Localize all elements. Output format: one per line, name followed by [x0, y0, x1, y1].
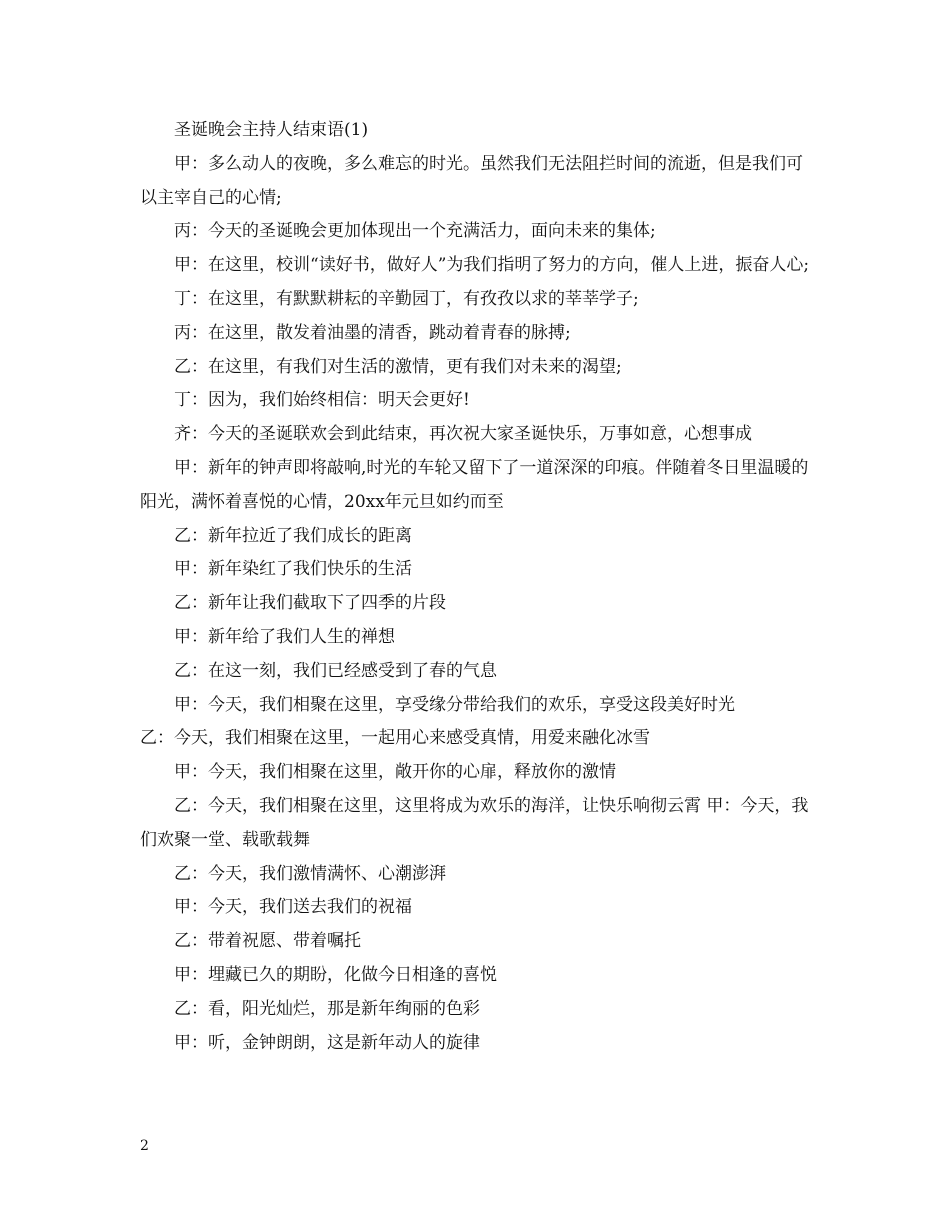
paragraph: 乙：在这里，有我们对生活的激情，更有我们对未来的渴望;: [174, 356, 622, 377]
paragraph: 丙：在这里，散发着油墨的清香，跳动着青春的脉搏;: [174, 322, 571, 343]
paragraph: 乙：看，阳光灿烂，那是新年绚丽的色彩: [174, 998, 480, 1019]
paragraph: 乙：今天，我们激情满怀、心潮澎湃: [174, 863, 446, 884]
paragraph: 乙：在这一刻，我们已经感受到了春的气息: [174, 660, 497, 681]
paragraph: 甲：今天，我们相聚在这里，享受缘分带给我们的欢乐，享受这段美好时光: [174, 694, 735, 715]
paragraph: 丁：在这里，有默默耕耘的辛勤园丁，有孜孜以求的莘莘学子;: [174, 288, 639, 309]
paragraph: 甲：新年给了我们人生的禅想: [174, 626, 395, 647]
paragraph: 甲：今天，我们送去我们的祝福: [174, 897, 412, 918]
paragraph: 甲：多么动人的夜晚，多么难忘的时光。虽然我们无法阻拦时间的流逝，但是我们可以主宰自己的心情;: [140, 153, 803, 208]
paragraph-list: [140, 148, 815, 1061]
paragraph: 丙：今天的圣诞晚会更加体现出一个充满活力，面向未来的集体;: [174, 221, 656, 242]
document-title: 圣诞晚会主持人结束语(1): [174, 120, 369, 140]
paragraph: 乙：今天，我们相聚在这里，一起用心来感受真情，用爱来融化冰雪: [140, 728, 650, 749]
paragraph: 乙：新年拉近了我们成长的距离: [174, 525, 412, 546]
paragraph: 乙：今天，我们相聚在这里，这里将成为欢乐的海洋，让快乐响彻云霄 甲：今天，我们欢聚一堂、载歌载舞: [140, 795, 809, 850]
document-body: [140, 114, 815, 1060]
paragraph: 甲：新年染红了我们快乐的生活: [174, 559, 412, 580]
paragraph: 甲：今天，我们相聚在这里，敞开你的心扉，释放你的激情: [174, 762, 616, 783]
paragraph: 甲：听，金钟朗朗，这是新年动人的旋律: [174, 1032, 480, 1053]
paragraph: 甲：埋藏已久的期盼，化做今日相逢的喜悦: [174, 964, 497, 985]
paragraph: 乙：带着祝愿、带着嘱托: [174, 931, 361, 952]
paragraph: 乙：新年让我们截取下了四季的片段: [174, 593, 446, 614]
paragraph: 齐：今天的圣诞联欢会到此结束，再次祝大家圣诞快乐，万事如意，心想事成: [174, 424, 752, 445]
page-number: 2: [140, 1138, 149, 1154]
paragraph: 丁：因为，我们始终相信：明天会更好!: [174, 390, 470, 411]
paragraph: 甲：在这里，校训“读好书，做好人”为我们指明了努力的方向，催人上进，振奋人心;: [174, 255, 810, 276]
paragraph: 甲：新年的钟声即将敲响,时光的车轮又留下了一道深深的印痕。伴随着冬日里温暖的阳光，满怀着喜悦的心情，20xx年元旦如约而至: [140, 457, 809, 512]
